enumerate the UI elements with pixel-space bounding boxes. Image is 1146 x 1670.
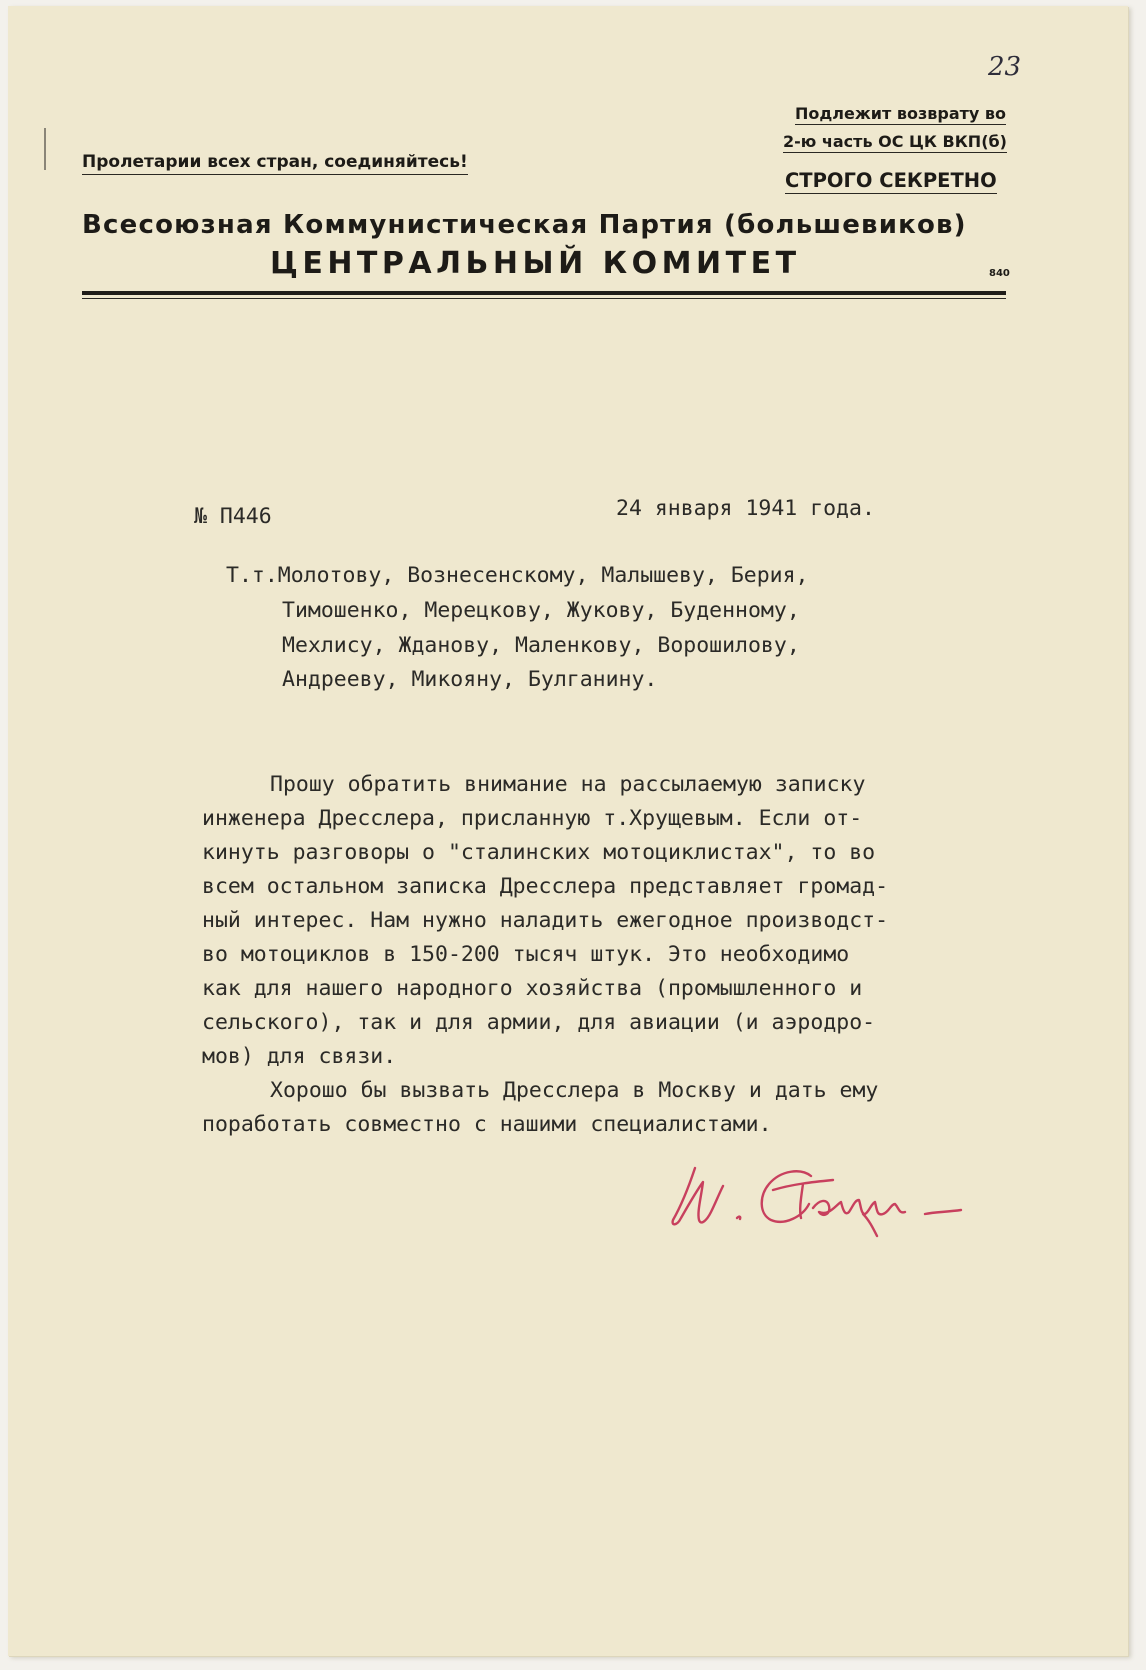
letter-date: 24 января 1941 года.: [616, 496, 875, 521]
recipients-line: Андрееву, Микояну, Булганину.: [282, 667, 658, 692]
return-notice-line-1: Подлежит возврату во: [795, 104, 1007, 123]
recipients-line: Мехлису, Жданову, Маленкову, Ворошилову,: [282, 633, 800, 658]
body-line: во мотоциклов в 150-200 тысяч штук. Это необходимо: [202, 942, 850, 967]
committee-title: ЦЕНТРАЛЬНЫЙ КОМИТЕТ: [270, 246, 801, 281]
body-line: Хорошо бы вызвать Дресслера в Москву и дать ему: [270, 1078, 879, 1103]
return-notice-line-2: 2-ю часть ОС ЦК ВКП(б): [783, 132, 1007, 151]
classification-label: СТРОГО СЕКРЕТНО: [785, 169, 997, 192]
party-name: Всесоюзная Коммунистическая Партия (большевиков): [82, 210, 967, 240]
body-line: сельского), так и для армии, для авиации (и аэродро-: [202, 1010, 876, 1035]
handwritten-signature: [663, 1154, 973, 1244]
document-page: [8, 6, 1128, 1656]
recipients-line: Тимошенко, Мерецкову, Жукову, Буденному,: [282, 598, 800, 623]
body-line: Прошу обратить внимание на рассылаемую записку: [270, 772, 866, 797]
header-rule-thick: [82, 291, 1006, 295]
form-code: 840: [989, 268, 1010, 279]
body-line: всем остальном записка Дресслера представляет громад-: [202, 874, 889, 899]
body-line: как для нашего народного хозяйства (промышленного и: [202, 976, 863, 1001]
body-line: мов) для связи.: [202, 1044, 397, 1069]
letter-number: № П446: [194, 504, 272, 529]
body-line: кинуть разговоры о "сталинских мотоциклистах", то во: [202, 840, 876, 865]
binder-mark: [44, 128, 46, 170]
page-number: 23: [988, 52, 1022, 82]
body-line: ный интерес. Нам нужно наладить ежегодное производст-: [202, 908, 889, 933]
body-line: инженера Дресслера, присланную т.Хрущевым. Если от-: [202, 806, 863, 831]
header-rule-thin: [82, 298, 1006, 299]
body-line: поработать совместно с нашими специалистами.: [202, 1112, 772, 1137]
slogan: Пролетарии всех стран, соединяйтесь!: [82, 152, 468, 175]
recipients-line: Т.т.Молотову, Вознесенскому, Малышеву, Берия,: [226, 563, 809, 588]
